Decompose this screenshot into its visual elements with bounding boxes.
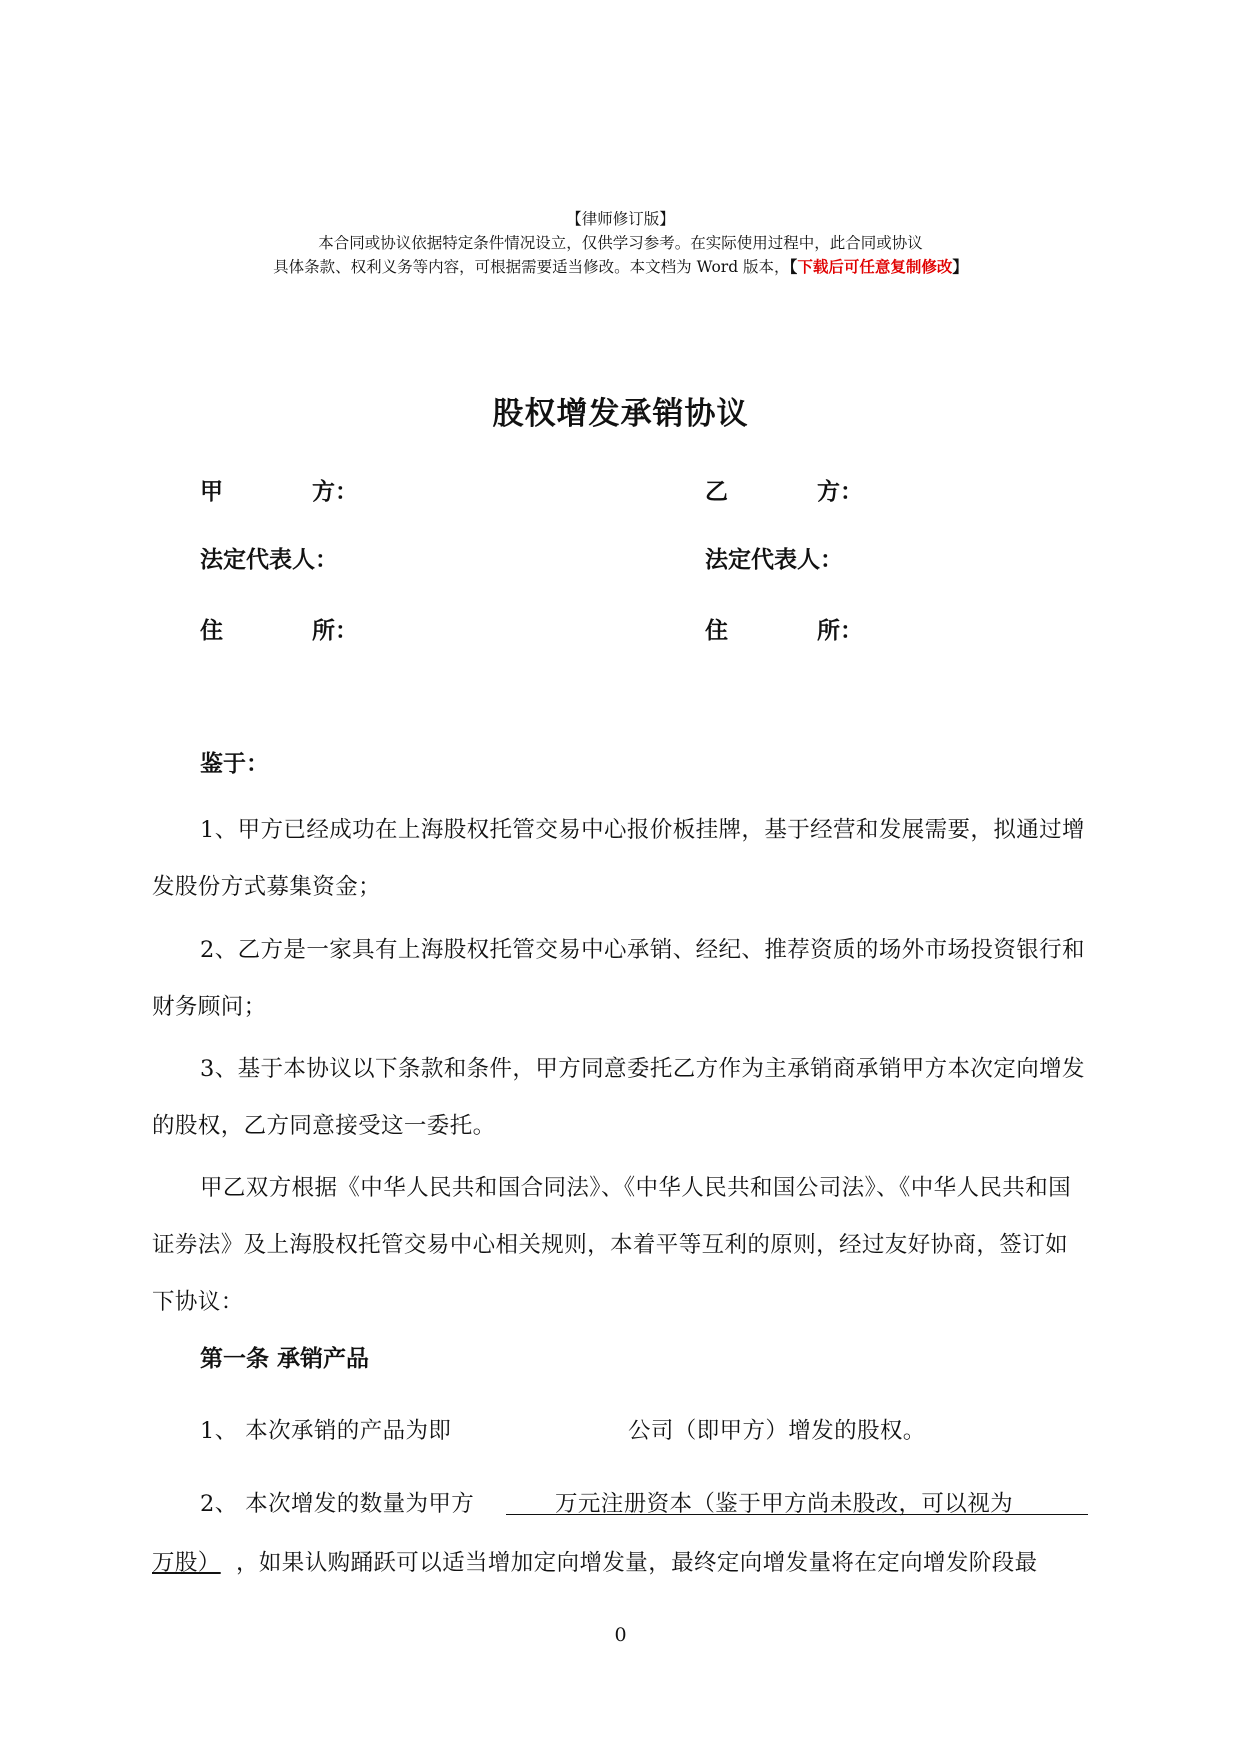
- party-b-address-char1: 住: [705, 618, 728, 644]
- article-1-item-2-continuation: ，如果认购踊跃可以适当增加定向增发量，最终定向增发量将在定向增发阶段最: [236, 1550, 1038, 1576]
- agreement-basis-paragraph: 甲乙双方根据《中华人民共和国合同法》、《中华人民共和国公司法》、《中华人民共和国证券法》及上海股权托管交易中心相关规则，本着平等互利的原则，经过友好协商，签订如下协议：: [152, 1175, 1072, 1315]
- party-b-label-char2: 方：: [817, 479, 863, 505]
- revision-notice-text: 具体条款、权利义务等内容，可根据需要适当修改。本文档为 Word 版本，: [273, 258, 790, 276]
- revision-notice-line: 本合同或协议依据特定条件情况设立，仅供学习参考。在实际使用过程中，此合同或协议: [318, 234, 923, 252]
- revision-notice-line: [0, 255, 1241, 279]
- article-1-heading: 第一条 承销产品: [200, 1346, 370, 1372]
- article-1-item-2-unit: 万股）: [152, 1550, 221, 1576]
- party-b-legal-representative: 法定代表人：: [705, 547, 843, 573]
- article-1-item-2-prefix: 2、 本次增发的数量为甲方: [200, 1491, 475, 1517]
- fill-in-underline: [506, 1514, 1088, 1515]
- party-a-legal-representative: 法定代表人：: [200, 547, 338, 573]
- document-title: 股权增发承销协议: [492, 396, 749, 432]
- page-number: 0: [614, 1624, 627, 1646]
- revision-notice-title: 【律师修订版】: [566, 210, 675, 228]
- article-1-item-2-underlined: 万元注册资本（鉴于甲方尚未股改，可以视为: [555, 1491, 1014, 1517]
- bracket-close: 】: [952, 257, 968, 276]
- recital-paragraph: 1、甲方已经成功在上海股权托管交易中心报价板挂牌，基于经营和发展需要，拟通过增发股份方式募集资金；: [152, 817, 1085, 900]
- party-a-address-char2: 所：: [312, 618, 358, 644]
- party-a-label-char2: 方：: [312, 479, 358, 505]
- party-a-label-char1: 甲: [200, 479, 223, 505]
- whereas-heading: 鉴于：: [200, 751, 269, 777]
- recital-paragraph: 3、基于本协议以下条款和条件，甲方同意委托乙方作为主承销商承销甲方本次定向增发的股权，乙方同意接受这一委托。: [152, 1056, 1085, 1139]
- bracket-open: 【: [789, 257, 798, 276]
- article-1-item-1-suffix: 公司（即甲方）增发的股权。: [628, 1418, 926, 1444]
- download-edit-notice: 下载后可任意复制修改: [797, 257, 953, 276]
- party-b-address-char2: 所：: [817, 618, 863, 644]
- article-1-item-1-prefix: 1、 本次承销的产品为即: [200, 1418, 452, 1444]
- recital-paragraph: 2、乙方是一家具有上海股权托管交易中心承销、经纪、推荐资质的场外市场投资银行和财务顾问；: [152, 937, 1085, 1020]
- party-b-label-char1: 乙: [705, 479, 728, 505]
- party-a-address-char1: 住: [200, 618, 223, 644]
